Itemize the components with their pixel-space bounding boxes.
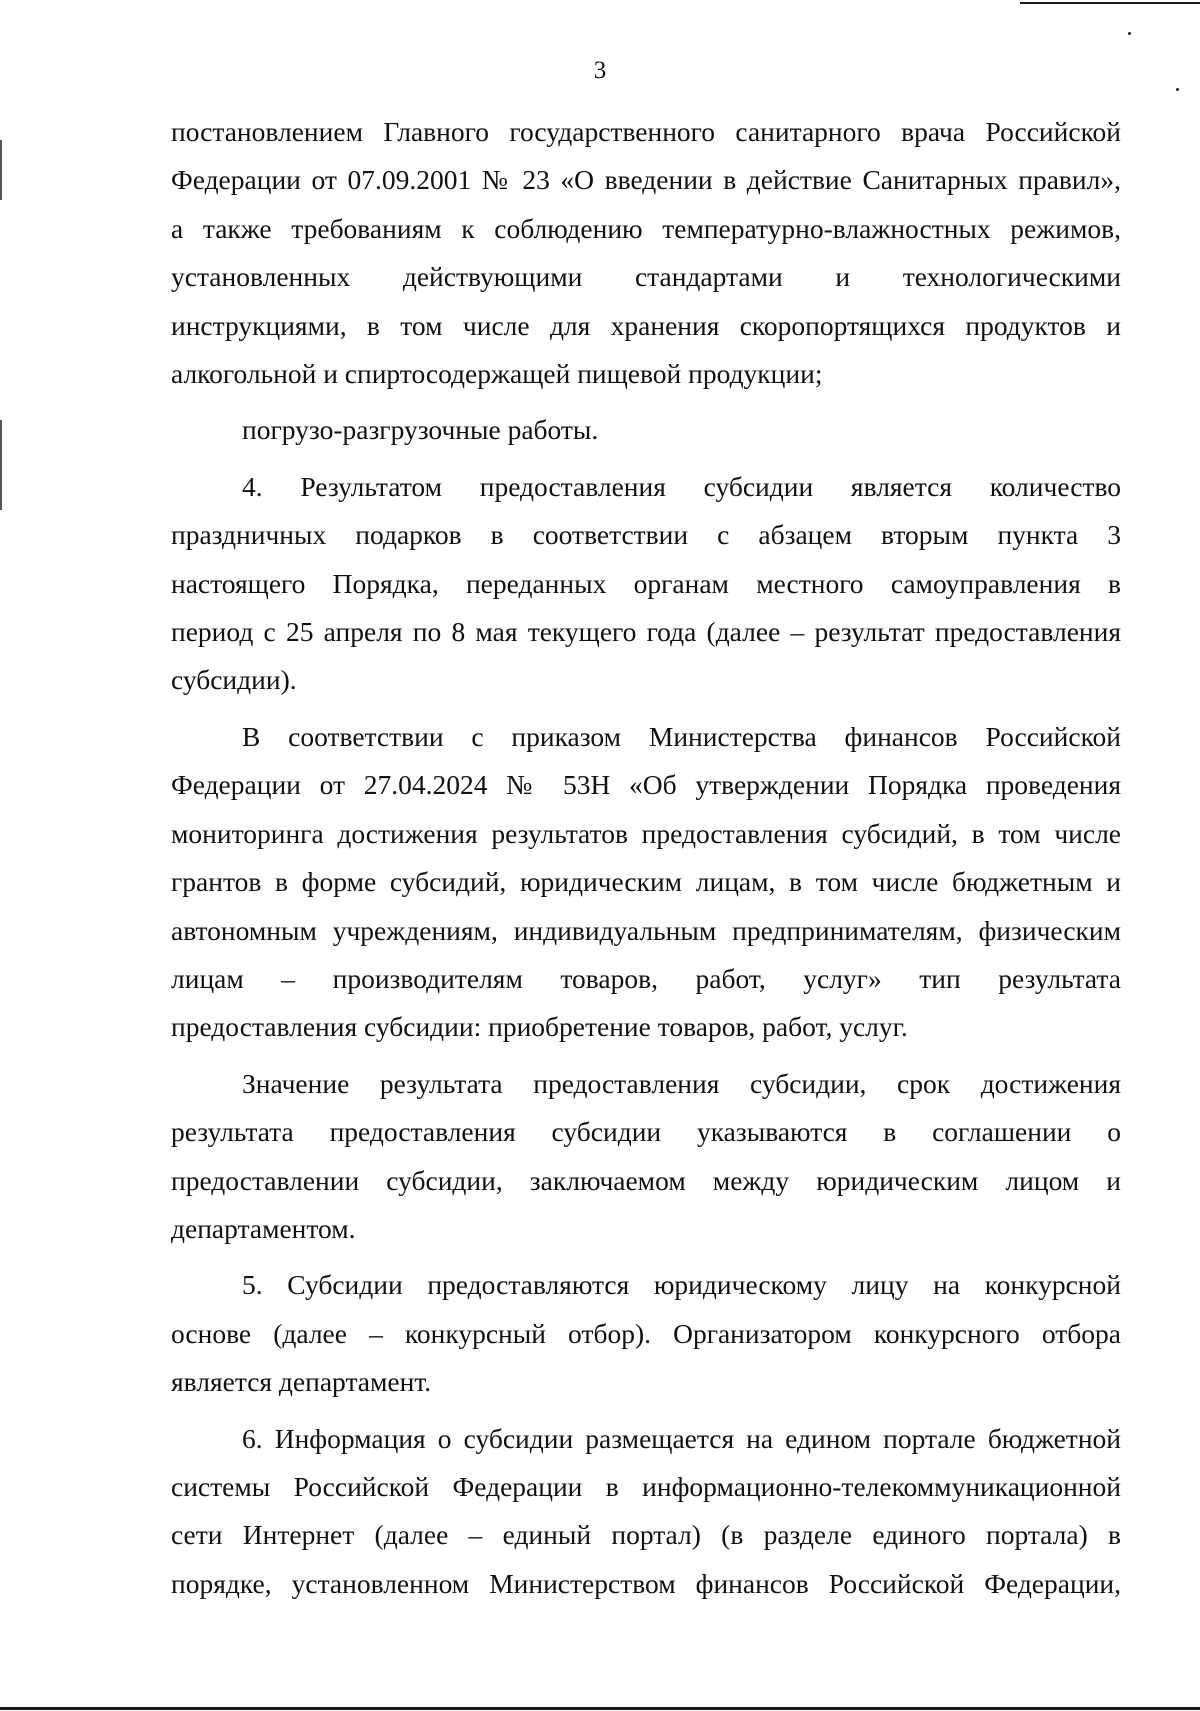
scan-left-edge xyxy=(0,140,2,200)
paragraph-gap xyxy=(171,705,1121,713)
text-line: Федерации от 27.04.2024 № 53Н «Об утверждении Порядка проведения xyxy=(171,769,1121,801)
text-line: 4. Результатом предоставления субсидии является количество xyxy=(242,470,1121,502)
paragraph-gap xyxy=(171,398,1121,406)
text-line: В соответствии с приказом Министерства финансов Российской xyxy=(242,720,1121,752)
body-text xyxy=(171,108,1121,1608)
text-line: 5. Субсидии предоставляются юридическому лицу на конкурсной xyxy=(242,1269,1121,1301)
paragraph-gap xyxy=(171,1253,1121,1261)
text-line: результата предоставления субсидии указываются в соглашении о xyxy=(171,1116,1121,1148)
paragraph-gap xyxy=(171,1407,1121,1415)
text-line: праздничных подарков в соответствии с абзацем вторым пункта 3 xyxy=(171,519,1121,551)
scan-speck xyxy=(1176,88,1179,91)
scan-bottom-rule xyxy=(0,1707,1200,1710)
text-line: является департамент. xyxy=(171,1366,432,1398)
text-line: лицам – производителям товаров, работ, услуг» тип результата xyxy=(171,962,1121,994)
scan-speck xyxy=(1128,32,1131,35)
text-line: автономным учреждениям, индивидуальным предпринимателям, физическим xyxy=(171,914,1121,946)
scan-top-rule xyxy=(1020,2,1200,4)
text-line: настоящего Порядка, переданных органам местного самоуправления в xyxy=(171,567,1121,599)
text-line: грантов в форме субсидий, юридическим лицам, в том числе бюджетным и xyxy=(171,866,1121,898)
scan-left-edge xyxy=(0,420,2,510)
text-line: предоставлении субсидии, заключаемом между юридическим лицом и xyxy=(171,1164,1121,1196)
text-line: погрузо-разгрузочные работы. xyxy=(242,414,599,446)
text-line: постановлением Главного государственного санитарного врача Российской xyxy=(171,116,1121,147)
text-line: субсидии). xyxy=(171,664,297,696)
paragraph-gap xyxy=(171,1052,1121,1060)
text-line: основе (далее – конкурсный отбор). Организатором конкурсного отбора xyxy=(171,1317,1121,1349)
text-line: а также требованиям к соблюдению температурно-влажностных режимов, xyxy=(171,212,1121,244)
text-line: период с 25 апреля по 8 мая текущего года (далее – результат предоставления xyxy=(171,616,1121,648)
text-line: установленных действующими стандартами и технологическими xyxy=(171,261,1121,293)
text-line: системы Российской Федерации в информационно-телекоммуникационной xyxy=(171,1470,1121,1502)
text-line: 6. Информация о субсидии размещается на едином портале бюджетной xyxy=(242,1422,1121,1454)
text-line: Значение результата предоставления субсидии, срок достижения xyxy=(242,1067,1121,1099)
text-line: мониторинга достижения результатов предоставления субсидий, в том числе xyxy=(171,817,1121,849)
text-line: предоставления субсидии: приобретение товаров, работ, услуг. xyxy=(171,1011,908,1043)
text-line: инструкциями, в том числе для хранения скоропортящихся продуктов и xyxy=(171,309,1121,341)
text-line: Федерации от 07.09.2001 № 23 «О введении в действие Санитарных правил», xyxy=(171,164,1121,196)
paragraph-gap xyxy=(171,455,1121,463)
page-number: 3 xyxy=(593,57,607,84)
text-line: департаментом. xyxy=(171,1212,356,1244)
text-line: порядке, установленном Министерством финансов Российской Федерации, xyxy=(171,1567,1121,1599)
text-line: алкогольной и спиртосодержащей пищевой продукции; xyxy=(171,358,823,390)
text-line: сети Интернет (далее – единый портал) (в разделе единого портала) в xyxy=(171,1519,1121,1551)
